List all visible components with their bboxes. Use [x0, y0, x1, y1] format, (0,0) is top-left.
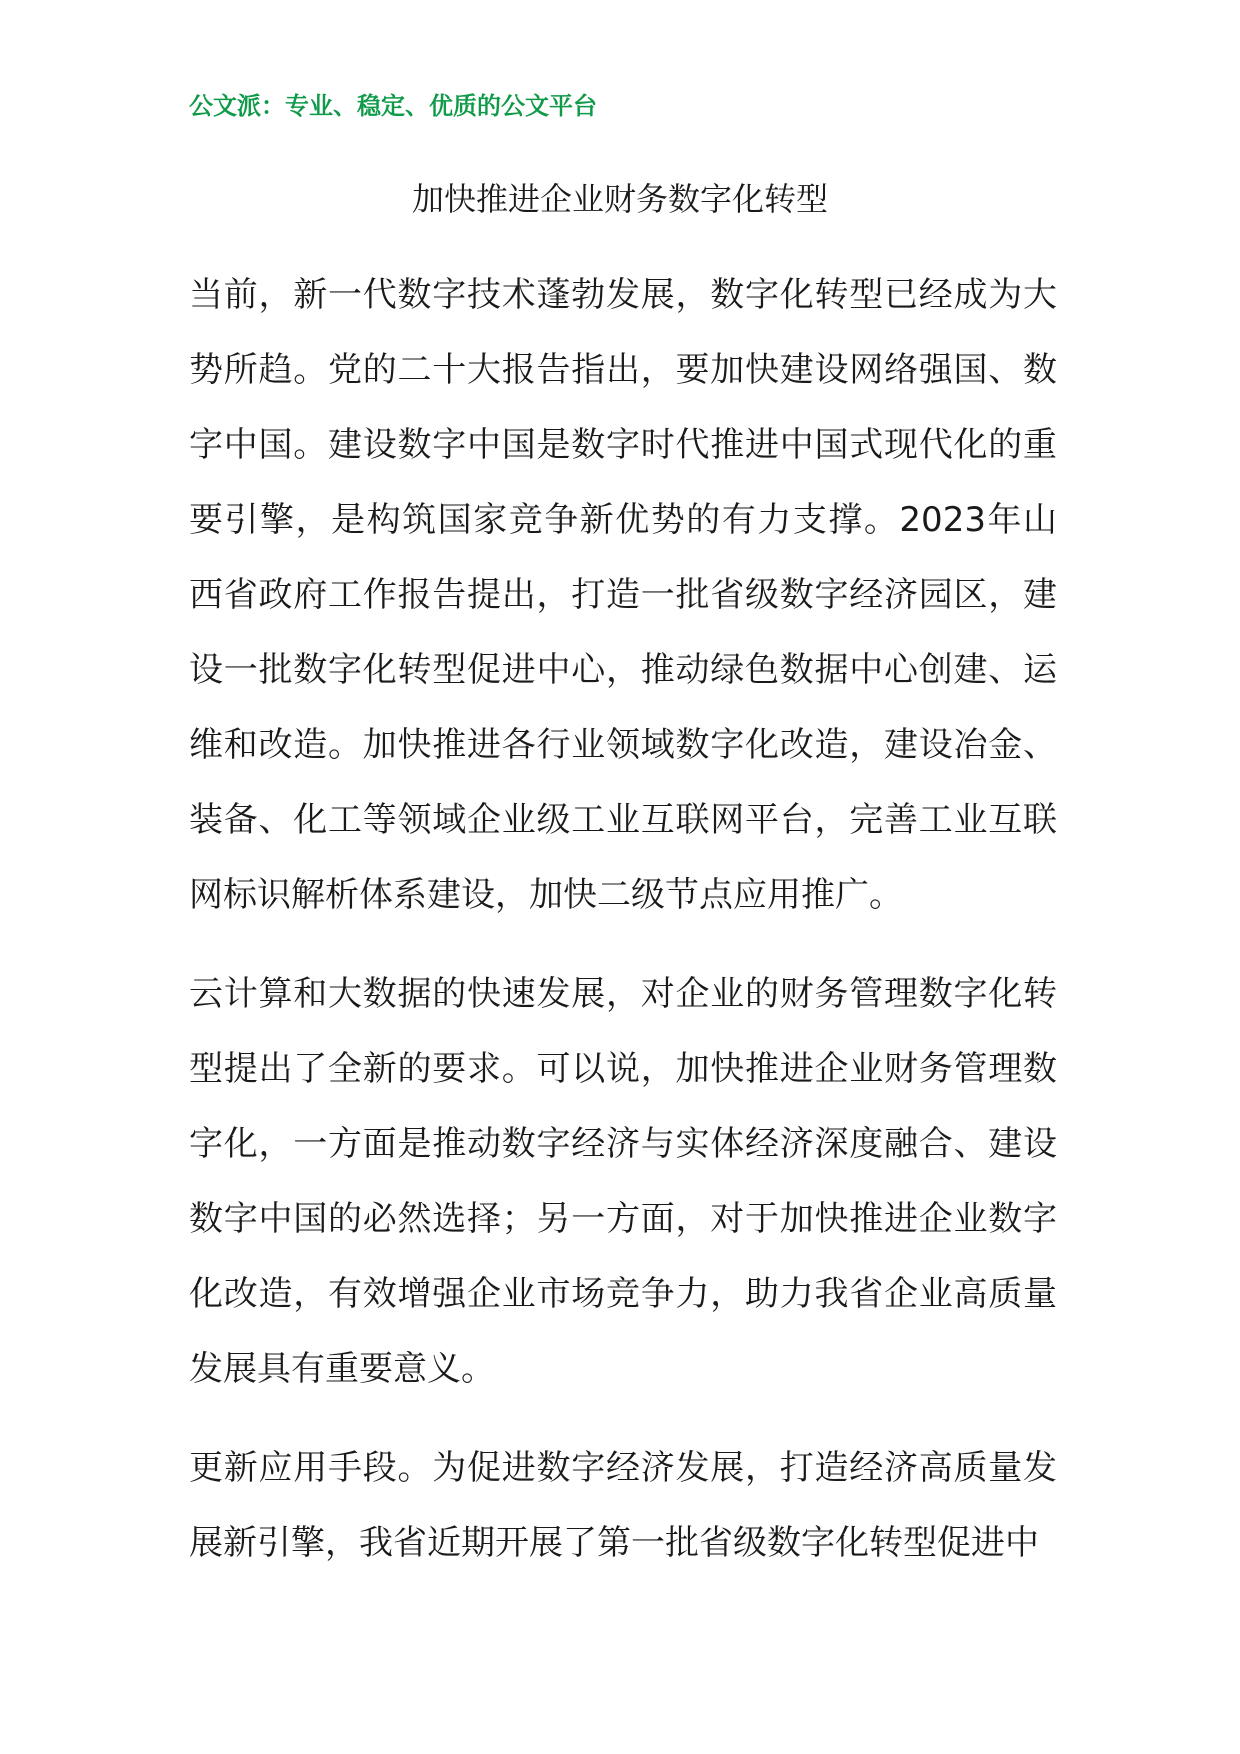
document-body	[189, 258, 1057, 1605]
paragraph: 更新应用手段。为促进数字经济发展，打造经济高质量发展新引擎，我省近期开展了第一批省级数字化转型促进中	[189, 1448, 1057, 1563]
document-title: 加快推进企业财务数字化转型	[411, 180, 828, 218]
paragraph: 云计算和大数据的快速发展，对企业的财务管理数字化转型提出了全新的要求。可以说，加快推进企业财务管理数字化，一方面是推动数字经济与实体经济深度融合、建设数字中国的必然选择；另一方面，对于加快推进企业数字化改造，有效增强企业市场竞争力，助力我省企业高质量发展具有重要意义。	[189, 974, 1057, 1389]
paragraph: 当前，新一代数字技术蓬勃发展，数字化转型已经成为大势所趋。党的二十大报告指出，要加快建设网络强国、数字中国。建设数字中国是数字时代推进中国式现代化的重要引擎，是构筑国家竞争新优势的有力支撑。2023年山西省政府工作报告提出，打造一批省级数字经济园区，建设一批数字化转型促进中心，推动绿色数据中心创建、运维和改造。加快推进各行业领域数字化改造，建设冶金、装备、化工等领域企业级工业互联网平台，完善工业互联网标识解析体系建设，加快二级节点应用推广。	[189, 275, 1057, 915]
site-banner: 公文派：专业、稳定、优质的公文平台	[189, 92, 597, 120]
